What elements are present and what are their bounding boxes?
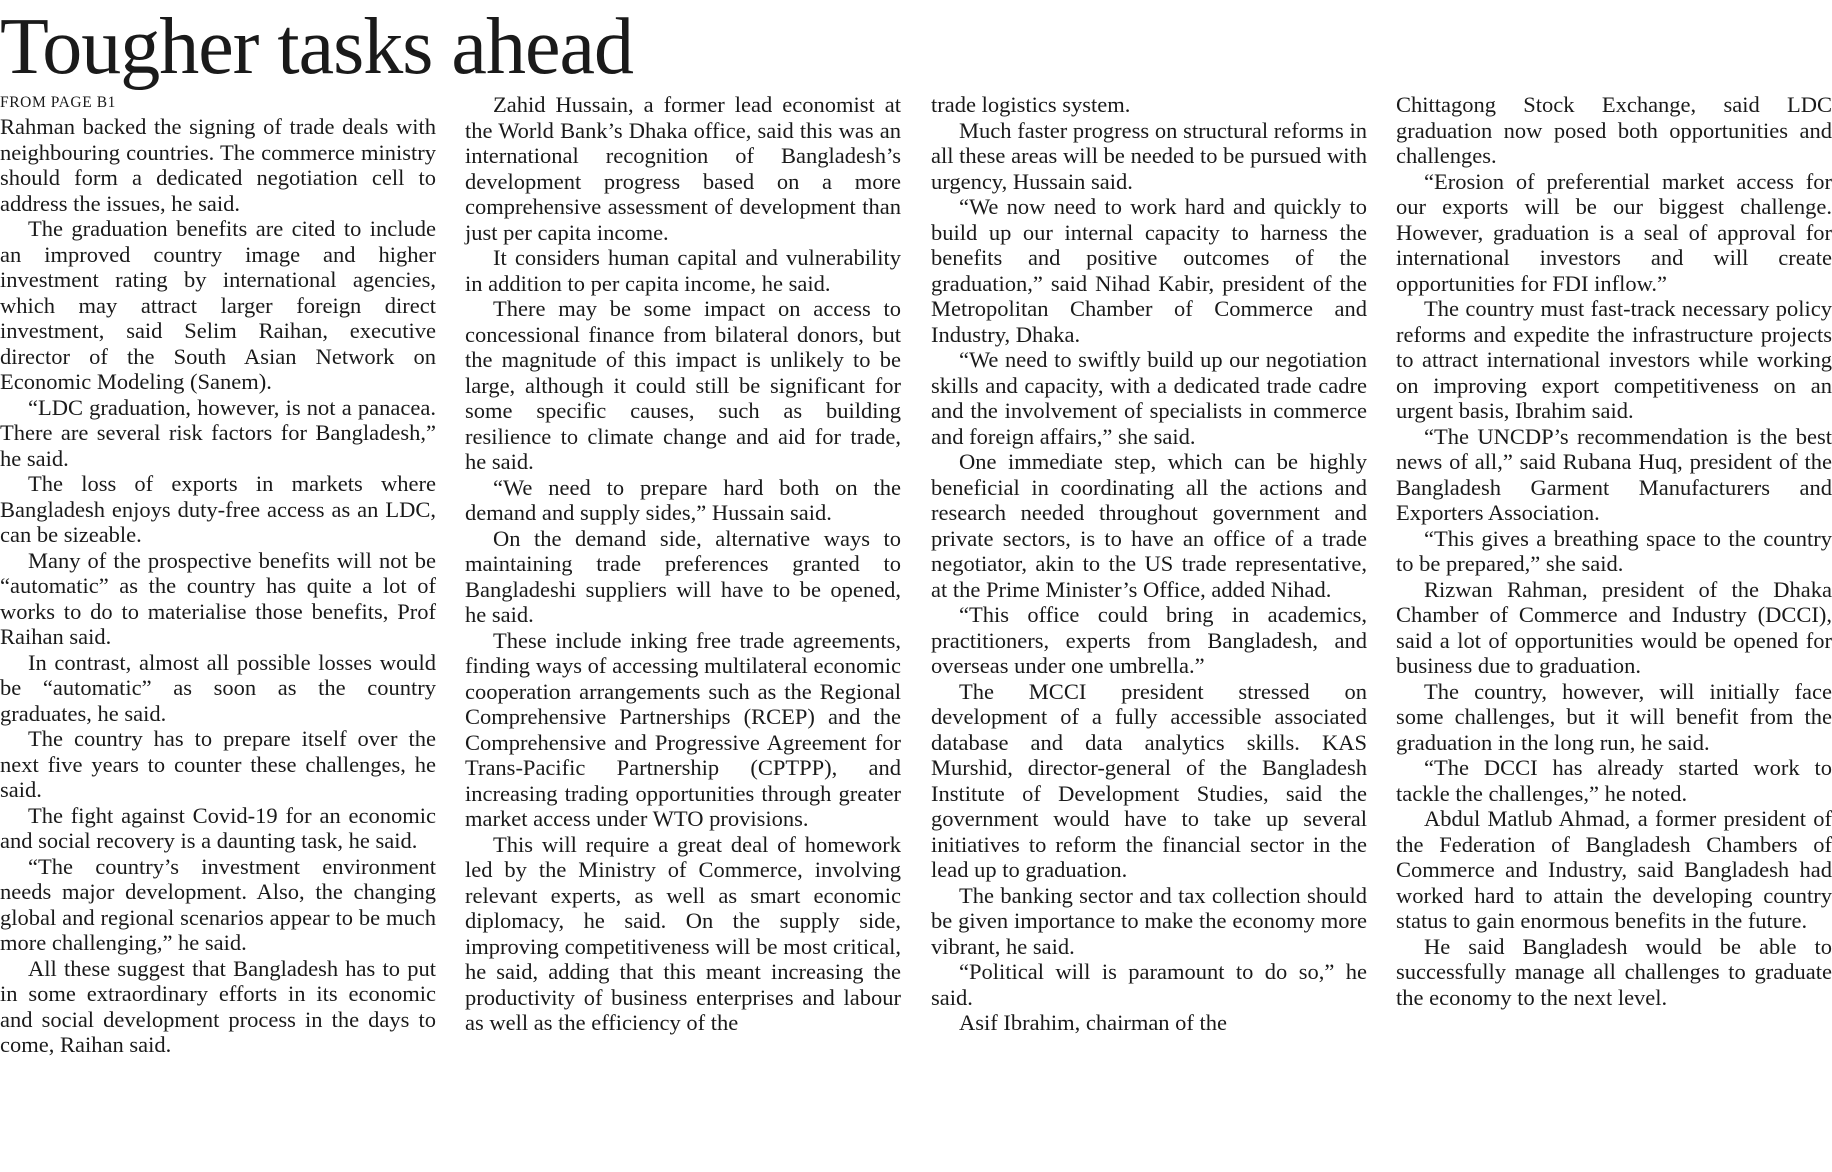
paragraph: “Political will is paramount to do so,” he said. [931, 959, 1367, 1010]
paragraph: The country has to prepare itself over the next five years to counter these challenges, he said. [0, 726, 436, 802]
paragraph: “The UNCDP’s recommendation is the best news of all,” said Rubana Huq, president of the Bangladesh Garment Manufacturers and Exporters Association. [1396, 423, 1832, 525]
paragraph: The fight against Covid-19 for an economic and social recovery is a daunting task, he said. [0, 802, 436, 853]
paragraph: “We need to prepare hard both on the demand and supply sides,” Hussain said. [465, 474, 901, 525]
paragraph: One immediate step, which can be highly beneficial in coordinating all the actions and research needed throughout government and private sectors, is to have an office of a trade negotiator, akin to the US trade representative, at the Prime Minister’s Office, added Nihad. [931, 449, 1367, 602]
paragraph: It considers human capital and vulnerability in addition to per capita income, he said. [465, 245, 901, 296]
headline: Tougher tasks ahead [0, 3, 633, 91]
paragraph: “We need to swiftly build up our negotiation skills and capacity, with a dedicated trade cadre and the involvement of specialists in commerce and foreign affairs,” she said. [931, 347, 1367, 449]
paragraph: The MCCI president stressed on development of a fully accessible associated database and data analytics skills. KAS Murshid, director-general of the Bangladesh Institute of Development Studies, said the government would have to take up several initiatives to reform the financial sector in the lead up to graduation. [931, 678, 1367, 882]
article-column-1 [0, 92, 436, 1058]
paragraph: In contrast, almost all possible losses would be “automatic” as soon as the country graduates, he said. [0, 649, 436, 726]
paragraph: The loss of exports in markets where Bangladesh enjoys duty-free access as an LDC, can be sizeable. [0, 471, 436, 547]
paragraph: Asif Ibrahim, chairman of the [959, 1010, 1228, 1035]
paragraph: Rahman backed the signing of trade deals with neighbouring countries. The commerce ministry should form a dedicated negotiation cell to address the issues, he said. [0, 114, 436, 216]
paragraph: Zahid Hussain, a former lead economist at the World Bank’s Dhaka office, said this was an international recognition of Bangladesh’s development progress based on a more comprehensive assessment of development than just per capita income. [465, 92, 901, 245]
paragraph: trade logistics system. [931, 92, 1131, 117]
page-jump-kicker: FROM PAGE B1 [0, 94, 117, 111]
article-column-4 [1396, 92, 1832, 1010]
paragraph: “The country’s investment environment needs major development. Also, the changing global and regional scenarios appear to be much more challenging,” he said. [0, 853, 436, 955]
paragraph: All these suggest that Bangladesh has to put in some extraordinary efforts in its economic and social development process in the days to come, Raihan said. [0, 955, 436, 1057]
article-column-2 [465, 92, 901, 1036]
article-column-3 [931, 92, 1367, 1036]
paragraph: These include inking free trade agreements, finding ways of accessing multilateral economic cooperation arrangements such as the Regional Comprehensive Partnerships (RCEP) and the Comprehensive and Progressive Agreement for Trans-Pacific Partnership (CPTPP), and increasing trading opportunities through greater market access under WTO provisions. [465, 627, 901, 831]
paragraph: “Erosion of preferential market access for our exports will be our biggest challenge. However, graduation is a seal of approval for international investors and will create opportunities for FDI inflow.” [1396, 168, 1832, 296]
paragraph: He said Bangladesh would be able to successfully manage all challenges to graduate the economy to the next level. [1396, 933, 1832, 1010]
paragraph: Chittagong Stock Exchange, said LDC graduation now posed both opportunities and challenges. [1396, 92, 1832, 168]
paragraph: This will require a great deal of homework led by the Ministry of Commerce, involving relevant experts, as well as smart economic diplomacy, he said. On the supply side, improving competitiveness will be most critical, he said, adding that this meant increasing the productivity of business enterprises and labour as well as the efficiency of the [465, 831, 901, 1035]
paragraph: “We now need to work hard and quickly to build up our internal capacity to harness the benefits and positive outcomes of the graduation,” said Nihad Kabir, president of the Metropolitan Chamber of Commerce and Industry, Dhaka. [931, 194, 1367, 347]
paragraph: “This office could bring in academics, practitioners, experts from Bangladesh, and overseas under one umbrella.” [931, 602, 1367, 678]
paragraph: “This gives a breathing space to the country to be prepared,” she said. [1396, 525, 1832, 576]
paragraph: The banking sector and tax collection should be given importance to make the economy more vibrant, he said. [931, 882, 1367, 959]
article-columns [0, 92, 1832, 1172]
paragraph: Much faster progress on structural reforms in all these areas will be needed to be pursued with urgency, Hussain said. [931, 117, 1367, 194]
paragraph: “The DCCI has already started work to tackle the challenges,” he noted. [1396, 755, 1832, 806]
paragraph: The country must fast-track necessary policy reforms and expedite the infrastructure projects to attract international investors while working on improving export competitiveness on an urgent basis, Ibrahim said. [1396, 296, 1832, 423]
paragraph: On the demand side, alternative ways to maintaining trade preferences granted to Bangladeshi suppliers will have to be opened, he said. [465, 525, 901, 627]
paragraph: There may be some impact on access to concessional finance from bilateral donors, but the magnitude of this impact is unlikely to be large, although it could still be significant for some specific causes, such as building resilience to climate change and aid for trade, he said. [465, 296, 901, 474]
paragraph: The graduation benefits are cited to include an improved country image and higher investment rating by international agencies, which may attract larger foreign direct investment, said Selim Raihan, executive director of the South Asian Network on Economic Modeling (Sanem). [0, 216, 436, 394]
paragraph: Abdul Matlub Ahmad, a former president of the Federation of Bangladesh Chambers of Commerce and Industry, said Bangladesh had worked hard to attain the developing country status to gain enormous benefits in the future. [1396, 806, 1832, 933]
paragraph: Rizwan Rahman, president of the Dhaka Chamber of Commerce and Industry (DCCI), said a lot of opportunities would be opened for business due to graduation. [1396, 576, 1832, 678]
paragraph: The country, however, will initially face some challenges, but it will benefit from the graduation in the long run, he said. [1396, 678, 1832, 755]
paragraph: “LDC graduation, however, is not a panacea. There are several risk factors for Bangladesh,” he said. [0, 394, 436, 471]
paragraph: Many of the prospective benefits will not be “automatic” as the country has quite a lot of works to do to materialise those benefits, Prof Raihan said. [0, 547, 436, 649]
